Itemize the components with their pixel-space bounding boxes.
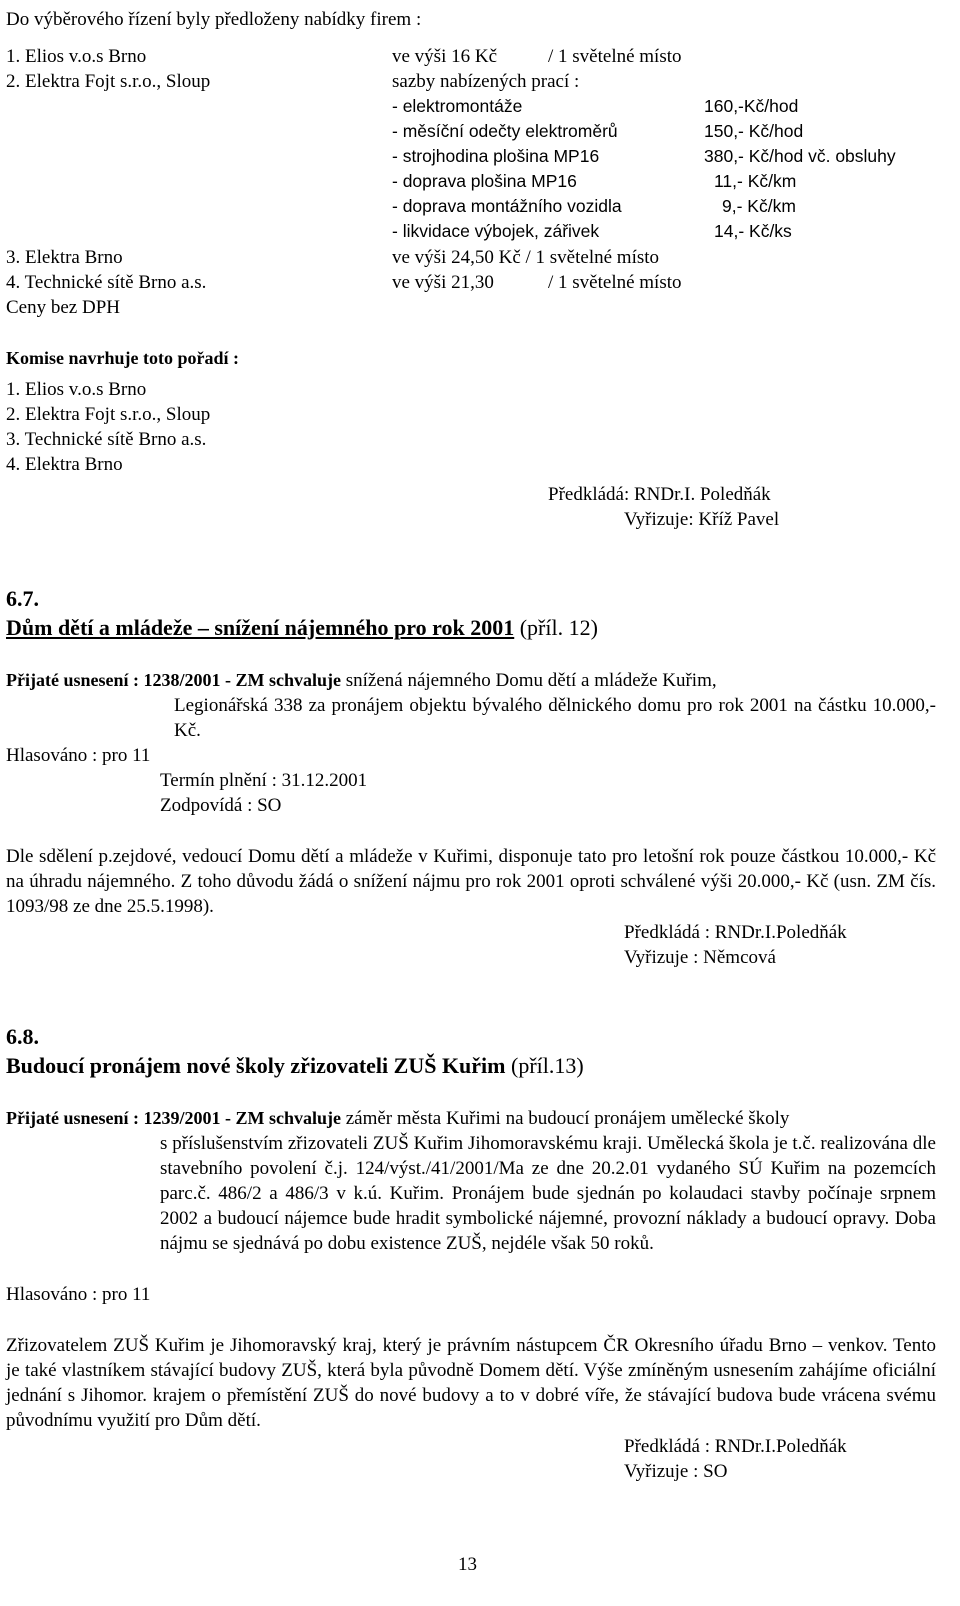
resolution-label: Přijaté usnesení : 1239/2001 - ZM schvaluje bbox=[6, 1108, 341, 1128]
rate-item: - strojhodina plošina MP16 bbox=[392, 146, 600, 166]
responsible: Zodpovídá : SO bbox=[160, 795, 282, 816]
commission-order-item: 1. Elios v.o.s Brno bbox=[6, 379, 147, 400]
rate-price: 9,- Kč/km bbox=[722, 196, 796, 216]
resolution-label: Přijaté usnesení : 1238/2001 - ZM schvaluje bbox=[6, 670, 341, 690]
predklada: Předkládá : RNDr.I.Poledňák bbox=[624, 922, 847, 943]
vote: Hlasováno : pro 11 bbox=[6, 745, 151, 766]
price-note: Ceny bez DPH bbox=[6, 297, 120, 318]
rate-item: - měsíční odečty elektroměrů bbox=[392, 121, 618, 141]
offer-3-price: ve výši 24,50 Kč / 1 světelné místo bbox=[392, 247, 660, 268]
offer-4-unit: / 1 světelné místo bbox=[548, 272, 682, 293]
section-title-suffix: (příl. 12) bbox=[514, 615, 598, 640]
offer-2-heading: sazby nabízených prací : bbox=[392, 71, 580, 92]
rate-item: - elektromontáže bbox=[392, 96, 523, 116]
offer-1-name: 1. Elios v.o.s Brno bbox=[6, 46, 147, 67]
vyrizuje: Vyřizuje : Němcová bbox=[624, 947, 776, 968]
section-number: 6.8. bbox=[6, 1024, 39, 1049]
resolution-text-cont: s příslušenstvím zřizovateli ZUŠ Kuřim Jihomoravskému kraji. Umělecká škola je t.č. realizována dle stavebního povolení č.j. 124/výst./41/2001/Ma ze dne 20.2.01 vydaného SÚ Kuřim na pozemcích parc.č. 486/2 a 486/3 v k.ú. Kuřim. Pronájem bude sjednán po kolaudaci stavby počínaje srpnem 2002 a budoucí nájemce bude hradit symbolické nájemné, provozní náklady a budoucí opravy. Doba nájmu se sjednává po dobu existence ZUŠ, nejdéle však 50 roků. bbox=[160, 1133, 936, 1254]
rate-price: 160,-Kč/hod bbox=[704, 96, 799, 116]
rate-item: - likvidace výbojek, zářivek bbox=[392, 221, 600, 241]
commission-order-item: 4. Elektra Brno bbox=[6, 454, 123, 475]
offer-4-price: ve výši 21,30 bbox=[392, 272, 494, 293]
commission-order-item: 3. Technické sítě Brno a.s. bbox=[6, 429, 207, 450]
vote: Hlasováno : pro 11 bbox=[6, 1284, 151, 1305]
vyrizuje: Vyřizuje : SO bbox=[624, 1461, 728, 1482]
offer-2-name: 2. Elektra Fojt s.r.o., Sloup bbox=[6, 71, 211, 92]
rate-price: 14,- Kč/ks bbox=[714, 221, 792, 241]
offer-4-name: 4. Technické sítě Brno a.s. bbox=[6, 272, 207, 293]
commission-title: Komise navrhuje toto pořadí : bbox=[6, 348, 239, 368]
rate-price: 11,- Kč/km bbox=[714, 171, 797, 191]
predklada: Předkládá: RNDr.I. Poledňák bbox=[548, 484, 771, 505]
section-number: 6.7. bbox=[6, 586, 39, 611]
paragraph: Dle sdělení p.zejdové, vedoucí Domu dětí a mládeže v Kuřimi, disponuje tato pro letošní rok pouze částkou 10.000,- Kč na úhradu nájemného. Z toho důvodu žádá o snížení nájmu pro rok 2001 oproti schválené výši 20.000,- Kč (usn. ZM čís. 1093/98 ze dne 25.5.1998). bbox=[6, 846, 936, 917]
deadline: Termín plnění : 31.12.2001 bbox=[160, 770, 368, 791]
intro-text: Do výběrového řízení byly předloženy nabídky firem : bbox=[6, 9, 422, 30]
resolution-text: záměr města Kuřimi na budoucí pronájem umělecké školy bbox=[340, 1108, 790, 1129]
commission-order-item: 2. Elektra Fojt s.r.o., Sloup bbox=[6, 404, 211, 425]
offer-1-price: ve výši 16 Kč bbox=[392, 46, 498, 67]
resolution-text: snížená nájemného Domu dětí a mládeže Kuřim, bbox=[340, 670, 717, 691]
offer-1-unit: / 1 světelné místo bbox=[548, 46, 682, 67]
section-title: Dům dětí a mládeže – snížení nájemného pro rok 2001 bbox=[6, 615, 515, 640]
vyrizuje: Vyřizuje: Kříž Pavel bbox=[624, 509, 780, 530]
paragraph: Zřizovatelem ZUŠ Kuřim je Jihomoravský kraj, který je právním nástupcem ČR Okresního úřadu Brno – venkov. Tento je také vlastníkem stávající budovy ZUŠ, která byla původně Domem dětí. Výše zmíněným usnesením zahájíme oficiální jednání s Jihomor. krajem o přemístění ZUŠ do nové budovy a to v dobré víře, že stávající budova bude vrácena svému původnímu využití pro Dům dětí. bbox=[6, 1335, 936, 1431]
predklada: Předkládá : RNDr.I.Poledňák bbox=[624, 1436, 847, 1457]
page-number: 13 bbox=[458, 1554, 477, 1575]
resolution-text-cont: Legionářská 338 za pronájem objektu bývalého dělnického domu pro rok 2001 na částku 10.000,- Kč. bbox=[174, 695, 936, 741]
rate-price: 150,- Kč/hod bbox=[704, 121, 804, 141]
section-title-suffix: (příl.13) bbox=[505, 1053, 584, 1078]
rate-item: - doprava montážního vozidla bbox=[392, 196, 622, 216]
section-title: Budoucí pronájem nové školy zřizovateli ZUŠ Kuřim bbox=[6, 1053, 506, 1078]
rate-item: - doprava plošina MP16 bbox=[392, 171, 577, 191]
offer-3-name: 3. Elektra Brno bbox=[6, 247, 123, 268]
rate-price: 380,- Kč/hod vč. obsluhy bbox=[704, 146, 896, 166]
